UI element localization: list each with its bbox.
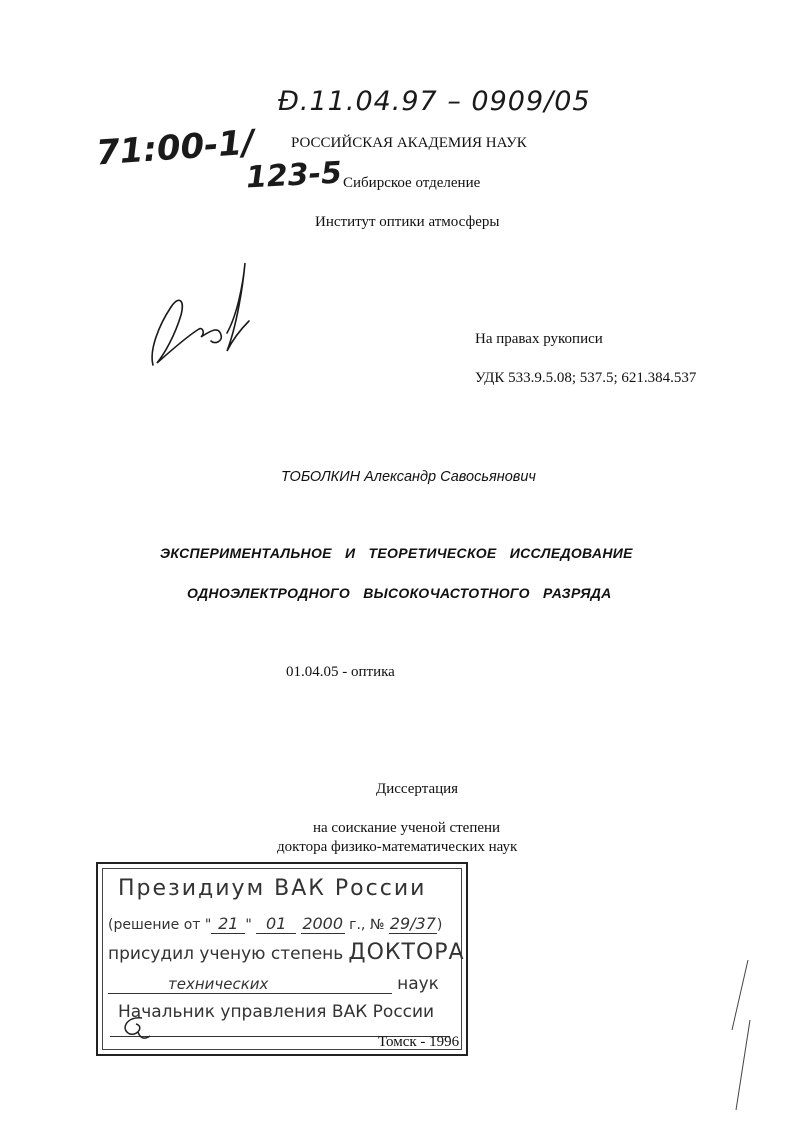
stamp-decision-row: (решение от " 21 " 01 2000 г., № 29/37) xyxy=(108,914,443,933)
stamp-awarded: присудил ученую степень xyxy=(108,944,344,964)
thesis-title-line-1: ЭКСПЕРИМЕНТАЛЬНОЕ И ТЕОРЕТИЧЕСКОЕ ИССЛЕДОВАНИЕ xyxy=(160,545,633,561)
handwritten-top-code: Ð.11.04.97 – 0909/05 xyxy=(278,86,591,117)
specialty-code: 01.04.05 - оптика xyxy=(286,664,395,680)
stamp-decision-prefix: (решение от " xyxy=(108,917,212,933)
udk-code: УДК 533.9.5.08; 537.5; 621.384.537 xyxy=(475,370,697,386)
margin-marks xyxy=(728,960,758,1120)
stamp-degree: ДОКТОРА xyxy=(348,940,465,965)
stamp-day: 21 xyxy=(211,914,245,934)
academy-name: РОССИЙСКАЯ АКАДЕМИЯ НАУК xyxy=(291,135,527,151)
stamp-chief: Начальник управления ВАК России xyxy=(118,1002,435,1022)
author-name: ТОБОЛКИН Александр Савосьянович xyxy=(281,469,536,485)
stamp-number-prefix: г., № xyxy=(349,917,385,933)
stamp-title: Президиум ВАК России xyxy=(118,876,427,901)
signature-drawing xyxy=(145,255,255,375)
handwritten-left-code-a: 71:00-1/ xyxy=(94,122,256,174)
stamp-field-row xyxy=(108,974,439,994)
stamp-year: 2000 xyxy=(302,914,344,933)
stamp-month: 01 xyxy=(256,914,296,934)
manuscript-rights: На правах рукописи xyxy=(475,331,603,347)
institute-name: Институт оптики атмосферы xyxy=(315,214,500,230)
dissertation-label: Диссертация xyxy=(376,781,459,797)
stamp-number: 29/37 xyxy=(389,914,436,933)
handwritten-left-code-b: 123-5 xyxy=(245,155,343,196)
degree-line-1: на соискание ученой степени xyxy=(313,820,501,836)
thesis-title-line-2: ОДНОЭЛЕКТРОДНОГО ВЫСОКОЧАСТОТНОГО РАЗРЯДА xyxy=(187,585,612,601)
branch-name: Сибирское отделение xyxy=(343,175,481,191)
stamp-sciences: наук xyxy=(397,974,439,994)
stamp-field: технических xyxy=(108,975,392,994)
degree-line-2: доктора физико-математических наук xyxy=(277,839,518,855)
stamp-awarded-row xyxy=(108,940,465,965)
place-year: Томск - 1996 xyxy=(378,1034,460,1050)
vak-stamp xyxy=(96,862,468,1056)
stamp-signature xyxy=(114,1012,154,1042)
